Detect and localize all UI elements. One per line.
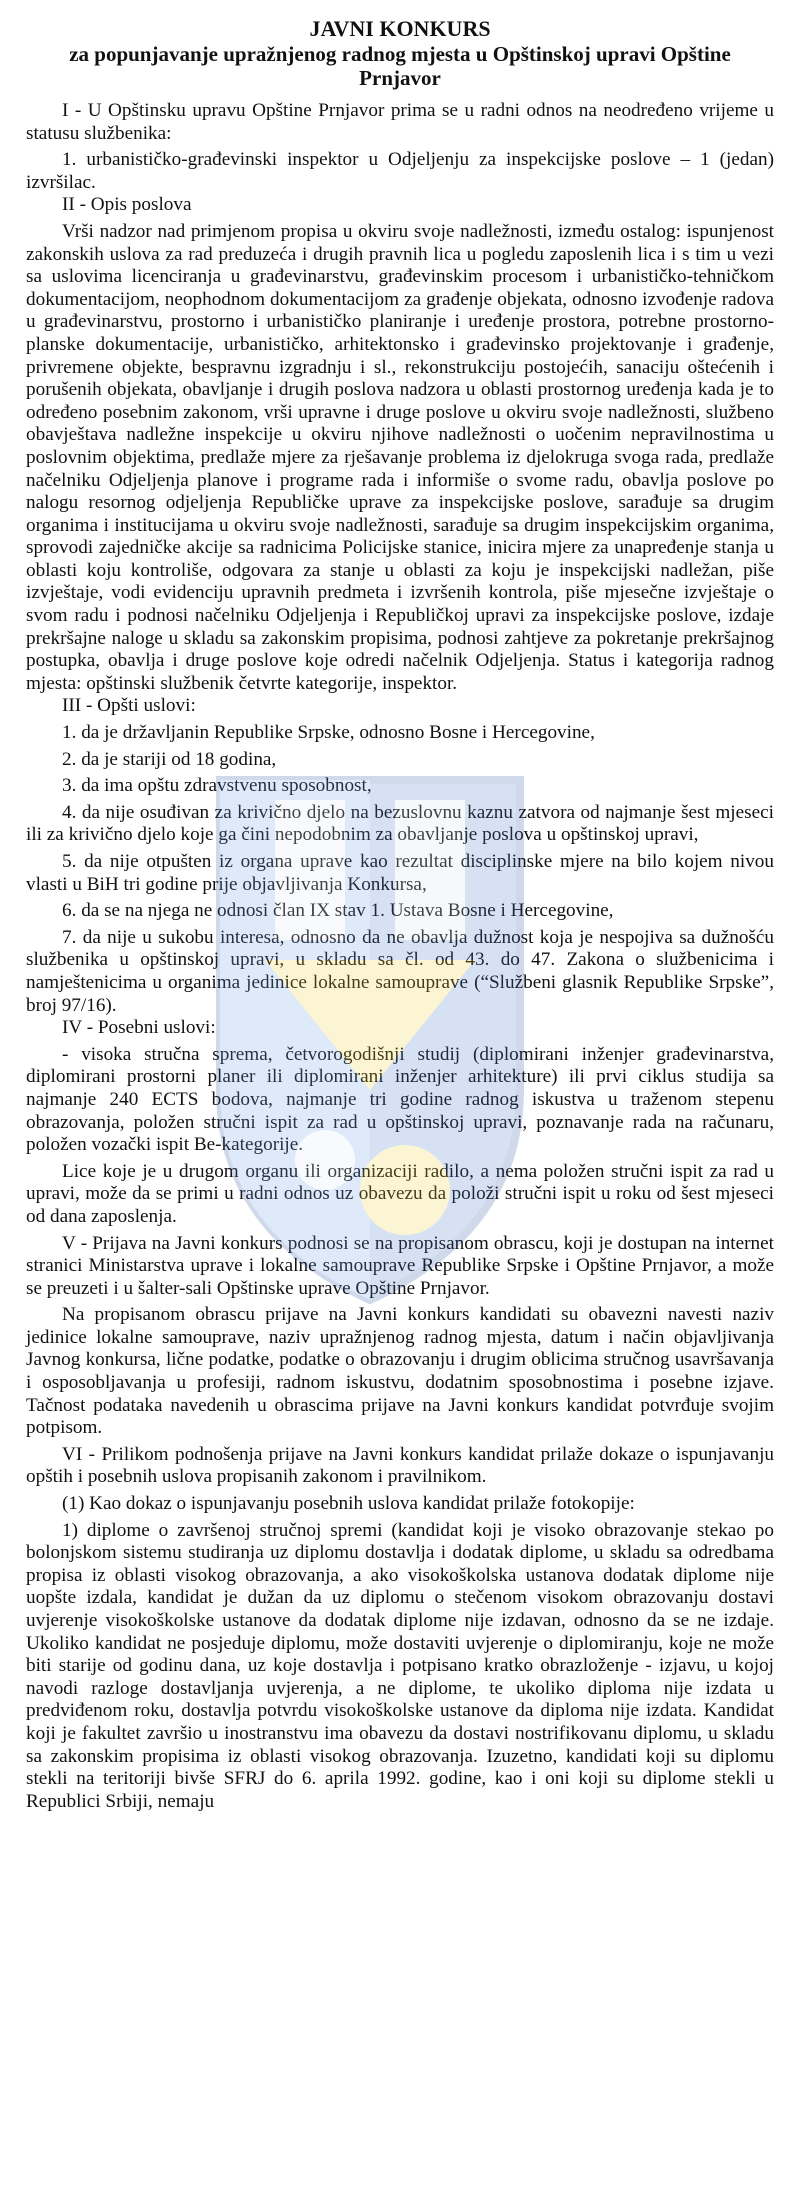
document-title: JAVNI KONKURS: [309, 16, 491, 41]
paragraph-1: I - U Opštinsku upravu Opštine Prnjavor prima se u radni odnos na neodređeno vrijeme u statusu službenika:: [26, 100, 774, 144]
paragraph-9: 4. da nije osuđivan za krivično djelo na bezuslovnu kaznu zatvora od najmanje šest mjeseci ili za krivično djelo koje ga čini nepodobnim za obavljanje poslova u opštinskoj upravi,: [26, 801, 774, 846]
paragraph-6: 1. da je državljanin Republike Srpske, odnosno Bosne i Hercegovine,: [62, 722, 595, 744]
paragraph-3: II - Opis poslova: [62, 194, 192, 216]
paragraph-18: VI - Prilikom podnošenja prijave na Javni konkurs kandidat prilaže dokaze o ispunjavanju opštih i posebnih uslova propisanih zakonom i pravilnikom.: [26, 1443, 774, 1488]
paragraph-2: 1. urbanističko-građevinski inspektor u Odjeljenju za inspekcijske poslove – 1 (jedan) izvršilac.: [26, 149, 774, 193]
paragraph-20: 1) diplome o završenoj stručnoj spremi (kandidat koji je visoko obrazovanje stekao po bolonjskom sistemu studiranja uz diplomu dostavlja i dodatak diplome, u skladu sa odredbama propisa iz oblasti visokog obrazovanja, a ako visokoškolska ustanova dodatak diplome nije uopšte izdala, kandidat je dužan da uz diplomu o stečenom visokom obrazovanju dostavi uvjerenje visokoškolske ustanove da dodatak diplome nije izdavan, odnosno da se ne izdaje. Ukoliko kandidat ne posjeduje diplomu, može dostaviti uvjerenje o diplomiranju, koje ne može biti starije od godinu dana, uz koje dostavlja i potpisano kratko obrazloženje - izjavu, u kojoj navodi razloge dostavljanja uvjerenja, a ne diplome, te ukoliko diploma nije izdata u predviđenom roku, dostavlja potvrdu visokoškolske ustanove da diploma nije izdata. Kandidat koji je fakultet završio u inostranstvu ima obavezu da dostavi nostrifikovanu diplomu, u skladu sa zakonskim propisima iz oblasti visokog obrazovanja. Izuzetno, kandidati koji su diplomu stekli na teritoriji bivše SFRJ do 6. aprila 1992. godine, kao i oni koji su diplome stekli u Republici Srbiji, nemaju: [26, 1519, 774, 1812]
paragraph-19: (1) Kao dokaz o ispunjavanju posebnih uslova kandidat prilaže fotokopije:: [62, 1493, 635, 1515]
paragraph-15: Lice koje je u drugom organu ili organizaciji radilo, a nema položen stručni ispit za rad u upravi, može da se primi u radni odnos uz obavezu da položi stručni ispit u roku od šest mjeseci od dana zaposlenja.: [26, 1160, 774, 1227]
paragraph-4: Vrši nadzor nad primjenom propisa u okviru svoje nadležnosti, između ostalog: ispunjenost zakonskih uslova za rad preduzeća i drugih pravnih lica u pogledu zaposlenih lica i s tim u vezi sa uslovima licenciranja u građevinarstvu, građevinskim procesom i urbanističko-tehničkom dokumentacijom, neophodnom dokumentacijom za građenje objekata, odnosno izvođenje radova u građevinarstvu, prostorno i urbanističko planiranje i uređenje prostora, potrebne prostorno-planske dokumentacije, urbanističko, arhitektonsko i građevinsko projektovanje i građenje, privremene objekte, bespravnu izgradnju i sl., rekonstrukciju postojećih, sanaciju oštećenih i porušenih objekata, obavljanje i drugih poslova nadzora u oblasti prostornog uređenja kada je to određeno posebnim zakonom, vrši upravne i druge poslove u okviru svoje nadležnosti, službeno obavještava nadležne inspekcije u okviru njihove nadležnosti o uočenim nepravilnostima u poslovnim objektima, predlaže mjere za rješavanje problema iz djelokruga svoga rada, predlaže načelniku Odjeljenja planove i programe rada i informiše o svome radu, obavlja poslove po nalogu resornog odjeljenja Republičke uprave za inspekcijske poslove, sarađuje sa drugim organima i institucijama u okviru svoje nadležnosti, sarađuje sa drugim inspekcijskim organima, sprovodi zajedničke akcije sa radnicima Policijske stanice, inicira mjere za unapređenje stanja u oblasti koju kontroliše, odgovara za stanje u oblasti za koju je inspekcijski nadležan, piše izvještaje, vodi evidenciju upravnih predmeta i izvršenih kontrola, piše mjesečne izvještaje o svom radu i podnosi načelniku Odjeljenja i Republičkoj upravi za inspekcijske poslove, izdaje prekršajne naloge u skladu sa zakonskim propisima, podnosi zahtjeve za pokretanje prekršajnog postupka, obavlja i druge poslove koje odredi načelnik Odjeljenja. Status i kategorija radnog mjesta: opštinski službenik četvrte kategorije, inspektor.: [26, 220, 774, 694]
paragraph-11: 6. da se na njega ne odnosi član IX stav 1. Ustava Bosne i Hercegovine,: [62, 900, 614, 922]
paragraph-12: 7. da nije u sukobu interesa, odnosno da ne obavlja dužnost koja je nespojiva sa dužnošću službenika u opštinskoj upravi, u skladu sa čl. od 43. do 47. Zakona o službenicima i namještenicima u organima jedinice lokalne samouprave (“Službeni glasnik Republike Srpske”, broj 97/16).: [26, 926, 774, 1016]
paragraph-5: III - Opšti uslovi:: [62, 695, 196, 717]
paragraph-14: - visoka stručna sprema, četvorogodišnji studij (diplomirani inženjer građevinarstva, diplomirani prostorni planer ili diplomirani inženjer arhitekture) ili prvi ciklus studija sa najmanje 240 ECTS bodova, najmanje tri godine radnog iskustva u traženom stepenu obrazovanja, položen stručni ispit za rad u opštinskoj upravi, poznavanje rada na računaru, položen vozački ispit Be-kategorije.: [26, 1043, 774, 1156]
document-subtitle: za popunjavanje upražnjenog radnog mjesta u Opštinskoj upravi Opštine Prnjavor: [69, 42, 731, 90]
paragraph-7: 2. da je stariji od 18 godina,: [62, 748, 277, 770]
paragraph-10: 5. da nije otpušten iz organa uprave kao rezultat disciplinske mjere na bilo kojem nivou vlasti u BiH tri godine prije objavljivanja Konkursa,: [26, 851, 774, 895]
paragraph-17: Na propisanom obrascu prijave na Javni konkurs kandidati su obavezni navesti naziv jedinice lokalne samouprave, naziv upražnjenog radnog mjesta, datum i način objavljivanja Javnog konkursa, lične podatke, podatke o obrazovanju i drugim oblicima stručnog usavršavanja i osposobljavanja u profesiji, radnom iskustvu, dodatnim sposobnostima i posebne izjave. Tačnost podataka navedenih u obrascima prijave na Javni konkurs kandidat potvrđuje svojim potpisom.: [26, 1304, 774, 1439]
paragraph-16: V - Prijava na Javni konkurs podnosi se na propisanom obrascu, koji je dostupan na internet stranici Ministarstva uprave i lokalne samouprave Republike Srpske i Opštine Prnjavor, a može se preuzeti i u šalter-sali Opštinske uprave Opštine Prnjavor.: [26, 1232, 774, 1299]
paragraph-8: 3. da ima opštu zdravstvenu sposobnost,: [62, 775, 372, 797]
paragraph-13: IV - Posebni uslovi:: [62, 1017, 216, 1039]
